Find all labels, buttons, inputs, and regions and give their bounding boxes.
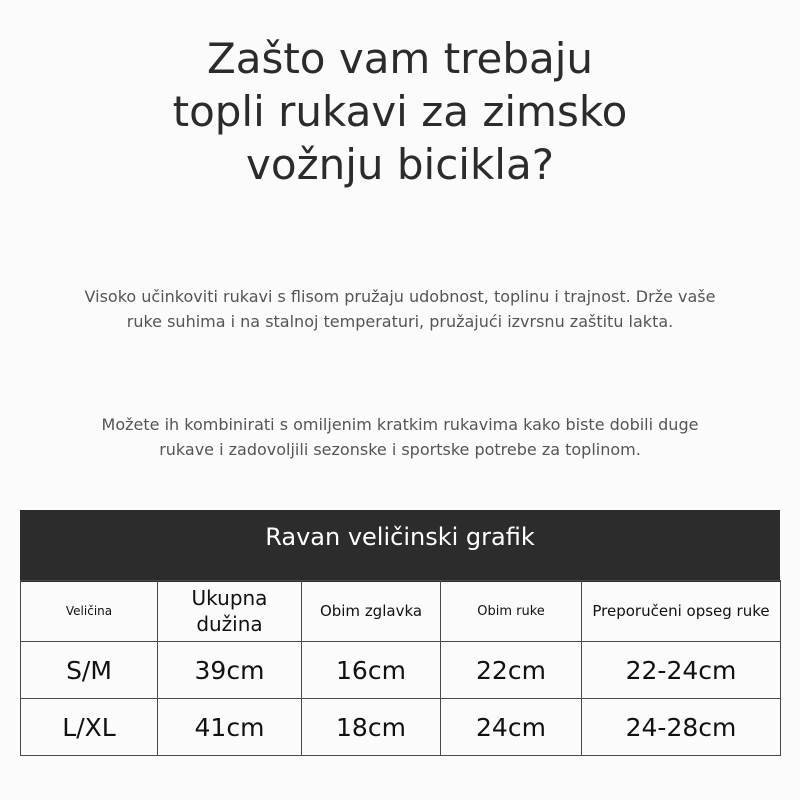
cell-size: S/M [21,642,158,699]
title-line-3: vožnju bicikla? [246,140,554,189]
cell-size: L/XL [21,699,158,756]
paragraph-line: Možete ih kombinirati s omiljenim kratkim rukavima kako biste dobili duge [101,415,699,434]
header-line: dužina [196,612,263,636]
combination-paragraph [0,412,800,462]
cell-wrist: 18cm [302,699,441,756]
header-recommended-range: Preporučeni opseg ruke [582,581,781,642]
header-size: Veličina [21,581,158,642]
cell-arm: 24cm [441,699,582,756]
size-chart-title: Ravan veličinski grafik [20,510,780,582]
paragraph-line: Visoko učinkoviti rukavi s flisom pružaju udobnost, toplinu i trajnost. Drže vaše [84,287,716,306]
cell-total-length: 41cm [158,699,302,756]
paragraph-line: rukave i zadovoljili sezonske i sportske potrebe za toplinom. [159,440,641,459]
header-arm: Obim ruke [441,581,582,642]
page-title [160,32,640,191]
cell-range: 24-28cm [582,699,781,756]
header-wrist: Obim zglavka [302,581,441,642]
title-line-1: Zašto vam trebaju [206,34,594,83]
table-row [21,642,781,699]
cell-range: 22-24cm [582,642,781,699]
cell-total-length: 39cm [158,642,302,699]
paragraph-line: ruke suhima i na stalnoj temperaturi, pružajući izvrsnu zaštitu lakta. [126,312,674,331]
size-chart-table [20,580,781,756]
header-line: Ukupna [191,586,268,610]
cell-arm: 22cm [441,642,582,699]
title-line-2: topli rukavi za zimsko [172,87,628,136]
table-row [21,699,781,756]
cell-wrist: 16cm [302,642,441,699]
intro-paragraph [0,284,800,334]
table-header-row [21,581,781,642]
header-total-length [158,581,302,642]
